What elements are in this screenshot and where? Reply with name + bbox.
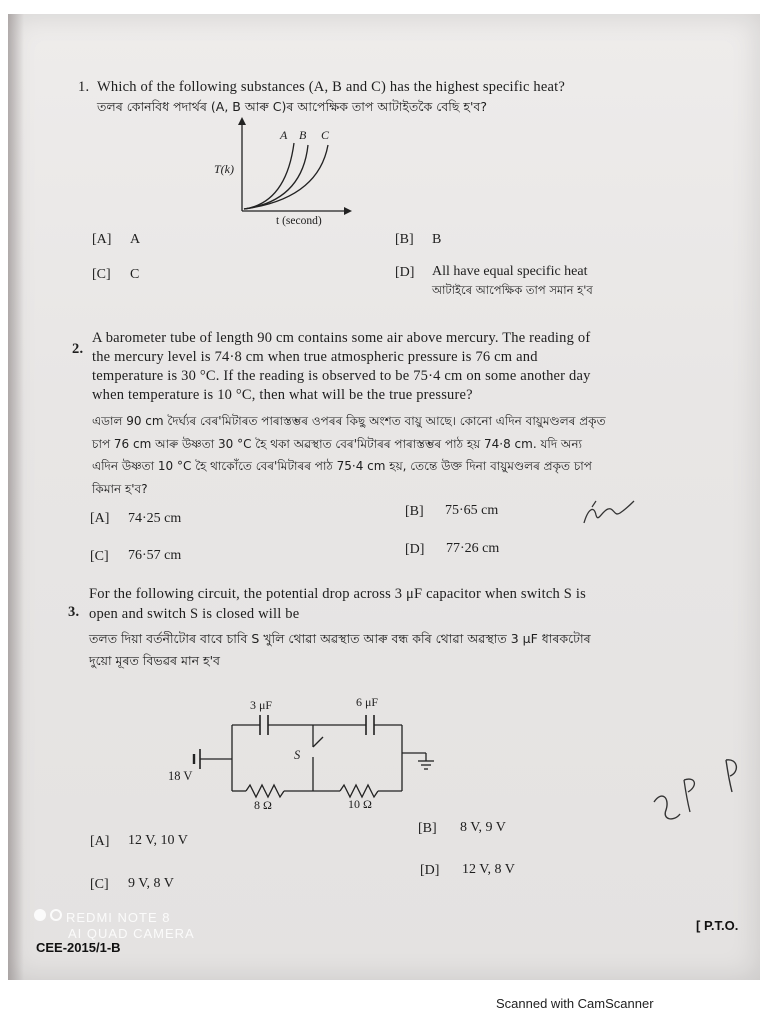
q3-text-english	[89, 584, 719, 624]
camera-watermark	[34, 908, 195, 941]
page-edge-shadow	[8, 14, 24, 980]
q1-number: 1.	[78, 79, 90, 95]
camera-dots-icon	[34, 908, 62, 926]
q2-en-line-4: when temperature is 10 °C, then what will be the true pressure?	[92, 387, 473, 403]
curve-label-c: C	[321, 128, 330, 142]
paper-code: CEE-2015/1-B	[36, 940, 121, 955]
q2-en-line-1: A barometer tube of length 90 cm contains some air above mercury. The reading of	[92, 330, 591, 346]
q3-option-c-value[interactable]: 9 V, 8 V	[128, 876, 174, 891]
curve-a	[244, 143, 294, 209]
label-18v: 18 V	[168, 769, 193, 783]
q2-option-a-value[interactable]: 74·25 cm	[128, 511, 182, 526]
q3-circuit-diagram	[160, 695, 450, 815]
q3-number: 3.	[68, 604, 80, 620]
watermark-line-2: AI QUAD CAMERA	[68, 926, 195, 941]
q3-option-a-key: [A]	[90, 834, 110, 849]
q1-option-a-text[interactable]: A	[130, 232, 141, 247]
q3-option-d-key: [D]	[420, 863, 440, 878]
label-switch-s: S	[294, 748, 301, 762]
q1-option-b-key: [B]	[395, 232, 414, 247]
label-8-ohm: 8 Ω	[254, 798, 272, 812]
q1-option-a-key: [A]	[92, 232, 112, 247]
q2-option-d-key: [D]	[405, 542, 425, 557]
q3-option-b-key: [B]	[418, 821, 437, 836]
q2-en-line-2: the mercury level is 74·8 cm when true atmospheric pressure is 76 cm and	[92, 349, 538, 365]
q2-option-b-key: [B]	[405, 504, 424, 519]
q1-text-english: Which of the following substances (A, B and C) has the highest specific heat?	[97, 79, 566, 95]
graph-x-arrow	[344, 207, 352, 215]
q3-option-a-value[interactable]: 12 V, 10 V	[128, 833, 188, 848]
q2-option-b-value[interactable]: 75·65 cm	[445, 503, 499, 518]
q1-text-assamese: তলৰ কোনবিধ পদাৰ্থৰ (A, B আৰু C)ৰ আপেক্ষিক তাপ আটাইতকৈ বেছি হ'ব?	[97, 99, 487, 114]
q2-as-line-1: এডাল 90 cm দৈৰ্ঘ্যৰ বেৰ'মিটাৰত পাৰাস্তম্ভৰ ওপৰৰ কিছু অংশত বায়ু আছে। কোনো এদিন বায়ুমণ্ডলৰ প্ৰকৃত	[92, 414, 606, 428]
handwritten-annotation	[640, 740, 740, 830]
q2-option-c-key: [C]	[90, 549, 109, 564]
curve-label-a: A	[280, 128, 288, 142]
graph-y-arrow	[238, 117, 246, 125]
q2-option-c-value[interactable]: 76·57 cm	[128, 548, 182, 563]
q2-en-line-3: temperature is 30 °C. If the reading is observed to be 75·4 cm on some another day	[92, 368, 591, 384]
q1-temperature-graph	[200, 115, 370, 230]
curve-c	[244, 145, 328, 209]
q2-number: 2.	[72, 341, 84, 357]
q3-option-b-value[interactable]: 8 V, 9 V	[460, 820, 506, 835]
resistor-8-ohm	[246, 785, 284, 797]
q2-as-line-2: চাপ 76 cm আৰু উষ্ণতা 30 °C হৈ থকা অৱস্থাত বেৰ'মিটাৰৰ পাৰাস্তম্ভৰ পাঠ হয় 74·8 cm. যদি অন্য	[92, 436, 582, 451]
q3-en-line-2: open and switch S is closed will be	[89, 606, 300, 622]
q3-en-line-1: For the following circuit, the potential drop across 3 μF capacitor when switch S is	[89, 586, 586, 602]
q3-as-line-1: তলত দিয়া বৰ্তনীটোৰ বাবে চাবি S খুলি থোৱা অৱস্থাত আৰু বন্ধ কৰি থোৱা অৱস্থাত 3 μF ধাৰকটোৰ	[89, 631, 591, 646]
graph-x-label: t (second)	[276, 215, 322, 227]
q2-text-assamese	[92, 410, 707, 500]
q2-text-english	[92, 329, 702, 405]
q3-option-d-value[interactable]: 12 V, 8 V	[462, 862, 515, 877]
q1-option-b-text[interactable]: B	[432, 232, 442, 247]
q2-option-a-key: [A]	[90, 511, 110, 526]
label-3uf: 3 μF	[250, 698, 273, 712]
q1-option-d-key: [D]	[395, 265, 415, 280]
label-10-ohm: 10 Ω	[348, 797, 372, 811]
watermark-line-1: REDMI NOTE 8	[66, 909, 171, 925]
q2-as-line-3: এদিন উষ্ণতা 10 °C হৈ থাকোঁতে বেৰ'মিটাৰৰ পাঠ 75·4 cm হয়, তেন্তে উক্ত দিনা বায়ুমণ্ডলৰ প্ৰকৃত চাপ	[92, 459, 592, 473]
curve-label-b: B	[299, 128, 307, 142]
label-6uf: 6 μF	[356, 695, 379, 709]
q3-text-assamese	[89, 628, 719, 672]
q1-option-d-text[interactable]: All have equal specific heat	[432, 264, 588, 279]
switch-s	[313, 737, 323, 747]
q1-option-c-text[interactable]: C	[130, 267, 140, 282]
q3-option-c-key: [C]	[90, 877, 109, 892]
pto-label: [ P.T.O.	[696, 918, 739, 933]
scanner-credit: Scanned with CamScanner	[496, 996, 654, 1011]
resistor-10-ohm	[340, 785, 378, 797]
curve-b	[244, 145, 308, 209]
q2-as-line-4: কিমান হ'ব?	[92, 481, 148, 496]
q1-option-d-assamese: আটাইৰে আপেক্ষিক তাপ সমান হ'ব	[432, 283, 593, 297]
q1-option-c-key: [C]	[92, 267, 111, 282]
q2-option-d-value[interactable]: 77·26 cm	[446, 541, 500, 556]
q3-as-line-2: দুয়ো মূৰত বিভৱৰ মান হ'ব	[89, 653, 221, 668]
handwritten-signature-mark	[578, 495, 638, 530]
graph-y-label: T(k)	[214, 162, 234, 176]
